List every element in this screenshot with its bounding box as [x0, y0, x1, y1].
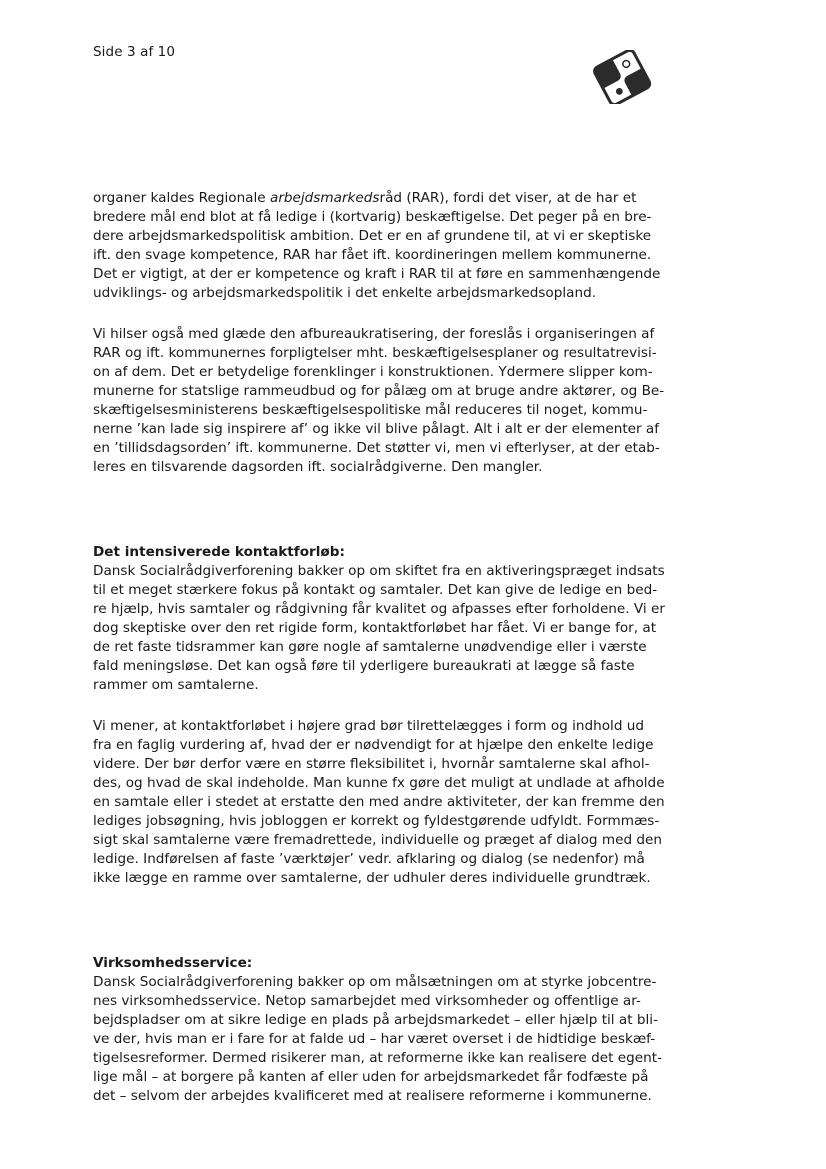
paragraph-line: RAR og ift. kommunernes forpligtelser mht. beskæftigelsesplaner og resultatrevisi-: [93, 345, 657, 361]
paragraph-line: tigelsesreformer. Dermed risikerer man, at reformerne ikke kan realisere det egent-: [93, 1050, 662, 1066]
section-kontaktforloeb: [93, 543, 693, 888]
paragraph-line: Vi mener, at kontaktforløbet i højere grad bør tilrettelægges i form og indhold ud: [93, 718, 645, 734]
afbureaukratisering-paragraph: [93, 325, 693, 477]
paragraph-line: nes virksomhedsservice. Netop samarbejdet med virksomheder og offentlige ar-: [93, 993, 641, 1009]
paragraph-line: udviklings- og arbejdsmarkedspolitik i det enkelte arbejdsmarkedsopland.: [93, 285, 597, 301]
kontaktforloeb-paragraph-1: [93, 562, 693, 695]
paragraph-line: sigt skal samtalerne være fremadrettede, individuelle og præget af dialog med den: [93, 832, 663, 848]
paragraph-line: nerne ’kan lade sig inspirere af’ og ikke vil blive pålagt. Alt i alt er der elementer af: [93, 421, 660, 437]
section-virksomhedsservice: [93, 954, 693, 1106]
paragraph-line: Dansk Socialrådgiverforening bakker op om skiftet fra en aktiveringspræget indsats: [93, 563, 665, 579]
paragraph-line: Det er vigtigt, at der er kompetence og kraft i RAR til at føre en sammenhængende: [93, 266, 661, 282]
emphasis-text: arbejdsmarkeds: [269, 190, 380, 206]
paragraph-line: rammer om samtalerne.: [93, 677, 259, 693]
paragraph-line: re hjælp, hvis samtaler og rådgivning får kvalitet og afpasses efter forholdene. Vi er: [93, 601, 665, 617]
page-number: Side 3 af 10: [93, 44, 176, 60]
document-body: [93, 189, 693, 1128]
paragraph-line: ift. den svage kompetence, RAR har fået ift. koordineringen mellem kommunerne.: [93, 247, 652, 263]
paragraph-line: en samtale eller i stedet at erstatte den med andre aktiviteter, der kan fremme den: [93, 794, 665, 810]
paragraph-line: fra en faglig vurdering af, hvad der er nødvendigt for at hjælpe den enkelte ledige: [93, 737, 654, 753]
paragraph-line: bredere mål end blot at få ledige i (kortvarig) beskæftigelse. Det peger på en bre-: [93, 209, 652, 225]
paragraph-line: Vi hilser også med glæde den afbureaukratisering, der foreslås i organiseringen af: [93, 326, 655, 342]
section-heading: Virksomhedsservice:: [93, 955, 253, 971]
kontaktforloeb-paragraph-2: [93, 717, 693, 888]
paragraph-line: on af dem. Det er betydelige forenklinger i konstruktionen. Ydermere slipper kom-: [93, 364, 653, 380]
paragraph-line: ikke lægge en ramme over samtalerne, der udhuler deres individuelle grundtræk.: [93, 870, 651, 886]
paragraph-line: lige mål – at borgere på kanten af eller uden for arbejdsmarkedet får fodfæste på: [93, 1069, 649, 1085]
paragraph-line: des, og hvad de skal indeholde. Man kunne fx gøre det muligt at undlade at afholde: [93, 775, 665, 791]
paragraph-line: Dansk Socialrådgiverforening bakker op om målsætningen om at styrke jobcentre-: [93, 974, 657, 990]
paragraph-line: munerne for statslige rammeudbud og for pålæg om at bruge andre aktører, og Be-: [93, 383, 665, 399]
paragraph-line: det – selvom der arbejdes kvalificeret med at realisere reformerne i kommunerne.: [93, 1088, 652, 1104]
organization-logo-icon: [592, 50, 654, 104]
paragraph-line: organer kaldes Regionale arbejdsmarkedsråd (RAR), fordi det viser, at de har et: [93, 190, 637, 206]
paragraph-line: ve der, hvis man er i fare for at falde ud – har været overset i de hidtidige beskæf-: [93, 1031, 656, 1047]
paragraph-line: skæftigelsesministerens beskæftigelsespolitiske mål reduceres til noget, kommu-: [93, 402, 648, 418]
paragraph-line: de ret faste tidsrammer kan gøre nogle af samtalerne unødvendige eller i værste: [93, 639, 647, 655]
paragraph-line: en ’tillidsdagsorden’ ift. kommunerne. Det støtter vi, men vi efterlyser, at der etab-: [93, 440, 660, 456]
paragraph-line: dere arbejdsmarkedspolitisk ambition. Det er en af grundene til, at vi er skeptiske: [93, 228, 652, 244]
section-heading: Det intensiverede kontaktforløb:: [93, 544, 345, 560]
virksomhedsservice-paragraph: [93, 973, 693, 1106]
paragraph-line: dog skeptiske over den ret rigide form, kontaktforløbet har fået. Vi er bange for, at: [93, 620, 657, 636]
paragraph-line: leres en tilsvarende dagsorden ift. socialrådgiverne. Den mangler.: [93, 459, 543, 475]
paragraph-line: fald meningsløse. Det kan også føre til yderligere bureaukrati at lægge så faste: [93, 658, 635, 674]
paragraph-line: bejdspladser om at sikre ledige en plads på arbejdsmarkedet – eller hjælp til at bli-: [93, 1012, 658, 1028]
paragraph-line: lediges jobsøgning, hvis jobloggen er korrekt og fyldestgørende udfyldt. Formmæs-: [93, 813, 660, 829]
paragraph-line: videre. Der bør derfor være en større fleksibilitet i, hvornår samtalerne skal afhol-: [93, 756, 650, 772]
paragraph-line: ledige. Indførelsen af faste ’værktøjer’ vedr. afklaring og dialog (se nedenfor) må: [93, 851, 645, 867]
intro-paragraph: [93, 189, 693, 303]
paragraph-line: til et meget stærkere fokus på kontakt og samtaler. Det kan give de ledige en bed-: [93, 582, 658, 598]
